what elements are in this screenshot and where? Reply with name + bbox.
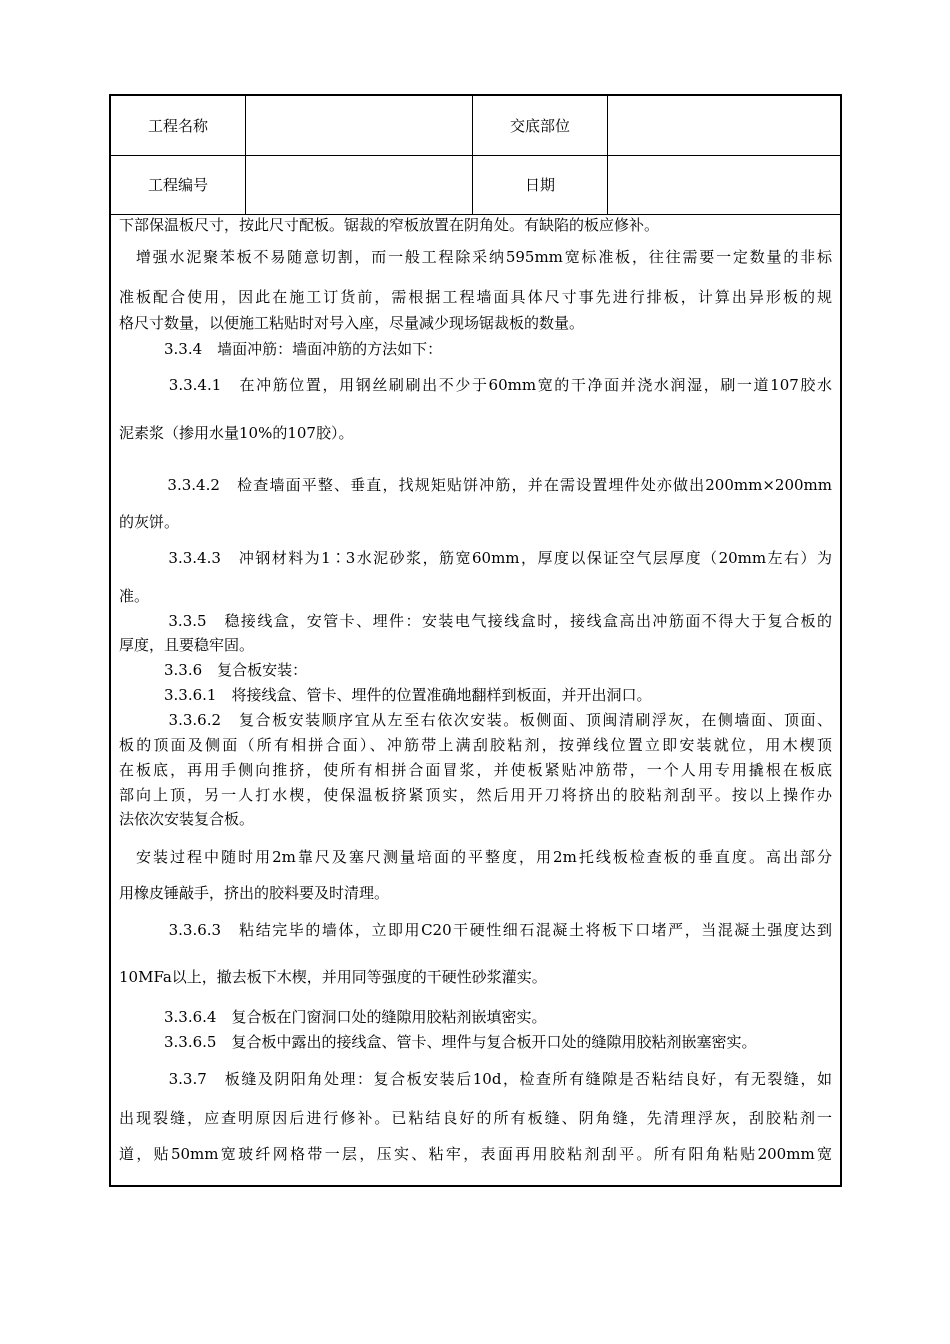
body-line: 3.3.4.2 检查墙面平整、垂直，找规矩贴饼冲筋，并在需设置埋件处亦做出200mm×200mm xyxy=(119,476,832,494)
body-line: 增强水泥聚苯板不易随意切割，而一般工程除采纳595mm宽标准板，往往需要一定数量的非标 xyxy=(119,248,832,266)
body-line: 3.3.6.2 复合板安装顺序宜从左至右依次安装。板侧面、顶闽清刷浮灰，在侧墙面、顶面、 xyxy=(119,711,832,729)
body-line: 格尺寸数量，以便施工粘贴时对号入座，尽量减少现场锯裁板的数量。 xyxy=(119,314,585,332)
body-line: 3.3.5 稳接线盒，安管卡、埋件：安装电气接线盒时，接线盒高出冲筋面不得大于复合板的 xyxy=(119,612,832,630)
date-label: 日期 xyxy=(473,155,608,214)
body-line: 法依次安装复合板。 xyxy=(119,810,255,828)
handover-location-field[interactable] xyxy=(608,96,840,155)
date-field[interactable] xyxy=(608,155,840,214)
body-line: 安装过程中随时用2m靠尺及塞尺测量培面的平整度，用2m托线板检查板的垂直度。高出部分 xyxy=(119,848,832,866)
body-line: 的灰饼。 xyxy=(119,513,180,531)
body-line: 板的顶面及侧面（所有相拼合面）、冲筋带上满刮胶粘剂，按弹线位置立即安装就位，用木楔顶 xyxy=(119,736,832,754)
handover-location-label: 交底部位 xyxy=(473,96,608,155)
body-line: 道，贴50mm宽玻纤网格带一层，压实、粘牢，表面再用胶粘剂刮平。所有阳角粘贴200mm宽 xyxy=(119,1145,832,1163)
body-line: 3.3.6.5 复合板中露出的接线盒、管卡、埋件与复合板开口处的缝隙用胶粘剂嵌塞密实。 xyxy=(119,1033,757,1051)
body-line: 3.3.7 板缝及阴阳角处理：复合板安装后10d，检查所有缝隙是否粘结良好，有无裂缝，如 xyxy=(119,1070,832,1088)
body-line: 厚度，且要稳牢固。 xyxy=(119,636,255,654)
body-line: 3.3.4.1 在冲筋位置，用钢丝刷刷出不少于60mm宽的干净面并浇水润湿，刷一道107胶水 xyxy=(119,376,832,394)
body-line: 下部保温板尺寸，按此尺寸配板。锯裁的窄板放置在阴角处。有缺陷的板应修补。 xyxy=(119,216,660,234)
body-line: 3.3.6 复合板安装： xyxy=(119,661,308,679)
handover-document-frame xyxy=(109,94,842,1187)
project-name-field[interactable] xyxy=(246,96,473,155)
body-line: 3.3.6.3 粘结完毕的墙体，立即用C20干硬性细石混凝土将板下口堵严，当混凝土强度达到 xyxy=(119,921,832,939)
header-row-1 xyxy=(111,96,840,156)
body-line: 10MFa以上，撤去板下木楔，并用同等强度的干硬性砂浆灌实。 xyxy=(119,968,547,986)
body-line: 3.3.4 墙面冲筋：墙面冲筋的方法如下： xyxy=(119,340,443,358)
header-row-2 xyxy=(111,155,840,215)
body-line: 在板底，再用手侧向推挤，使所有相拼合面冒浆，并使板紧贴冲筋带，一个人用专用撬根在板底 xyxy=(119,761,832,779)
body-line: 3.3.6.4 复合板在门窗洞口处的缝隙用胶粘剂嵌填密实。 xyxy=(119,1008,547,1026)
body-line: 出现裂缝，应查明原因后进行修补。已粘结良好的所有板缝、阴角缝，先清理浮灰，刮胶粘剂一 xyxy=(119,1109,832,1127)
body-line: 3.3.4.3 冲钢材料为1∶3水泥砂浆，筋宽60mm，厚度以保证空气层厚度（20mm左右）为 xyxy=(119,549,832,567)
body-line: 泥素浆（掺用水量10%的107胶）。 xyxy=(119,424,354,442)
project-number-field[interactable] xyxy=(246,155,473,214)
body-line: 用橡皮锤敲手，挤出的胶料要及时清理。 xyxy=(119,884,390,902)
body-line: 3.3.6.1 将接线盒、管卡、埋件的位置准确地翻样到板面，并开出洞口。 xyxy=(119,686,652,704)
body-line: 部向上顶，另一人打水楔，使保温板挤紧顶实，然后用开刀将挤出的胶粘剂刮平。按以上操作办 xyxy=(119,786,832,804)
project-number-label: 工程编号 xyxy=(111,155,246,214)
project-name-label: 工程名称 xyxy=(111,96,246,155)
body-line: 准。 xyxy=(119,587,150,605)
body-line: 准板配合使用，因此在施工订货前，需根据工程墙面具体尺寸事先进行排板，计算出异形板的规 xyxy=(119,288,832,306)
